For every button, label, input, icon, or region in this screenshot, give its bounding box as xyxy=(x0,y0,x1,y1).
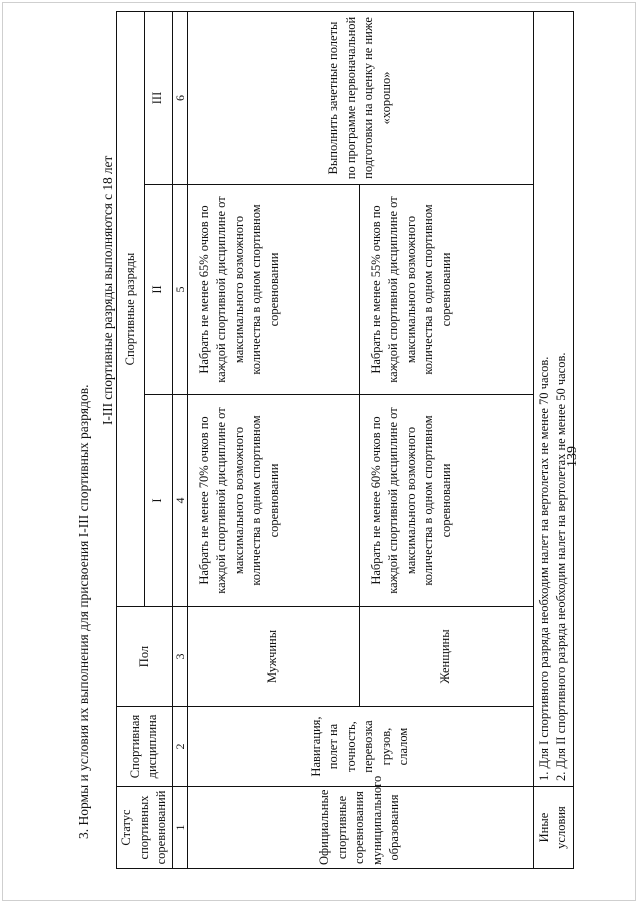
age-requirement-note: I-III спортивные разряды выполняются с 18 лет xyxy=(100,155,115,425)
condition-2: 2. Для II спортивного разряда необходим налет на вертолетах не менее 50 часов. xyxy=(554,352,568,781)
other-conditions-row xyxy=(533,12,573,869)
col-index-2: 2 xyxy=(172,707,187,787)
status-cell: Официальные спортивные соревнования муниципального образования xyxy=(187,787,533,869)
other-conditions-text xyxy=(533,12,573,787)
gender-women: Женщины xyxy=(359,607,533,707)
condition-1: 1. Для I спортивного разряда необходим налет на вертолетах не менее 70 часов. xyxy=(536,356,551,781)
other-conditions-label: Иные условия xyxy=(533,787,573,869)
rank-3-norm: Выполнить зачетные полеты по программе первоначальной подготовки на оценку не ниже «хорошо» xyxy=(187,12,533,185)
col-index-3: 3 xyxy=(172,607,187,707)
col-index-1: 1 xyxy=(172,787,187,869)
header-discipline: Спортивная дисциплина xyxy=(117,707,173,787)
col-index-5: 5 xyxy=(172,185,187,395)
col-index-6: 6 xyxy=(172,12,187,185)
header-rank-1: I xyxy=(144,395,172,607)
women-rank-2-norm: Набрать не менее 55% очков по каждой спортивной дисциплине от максимального возможного количества в одном спортивном соревновании xyxy=(359,185,533,395)
sport-ranks-table xyxy=(116,11,574,869)
discipline-cell: Навигация, полет на точность, перевозка грузов, слалом xyxy=(187,707,533,787)
header-rank-2: II xyxy=(144,185,172,395)
table-row-men xyxy=(187,12,359,869)
gender-men: Мужчины xyxy=(187,607,359,707)
header-sport-ranks: Спортивные разряды xyxy=(117,12,145,607)
men-rank-2-norm: Набрать не менее 65% очков по каждой спортивной дисциплине от максимального возможного количества в одном спортивном соревновании xyxy=(187,185,359,395)
header-gender: Пол xyxy=(117,607,173,707)
table-header-row xyxy=(117,12,145,869)
men-rank-1-norm: Набрать не менее 70% очков по каждой спортивной дисциплине от максимального возможного количества в одном спортивном соревновании xyxy=(187,395,359,607)
header-status: Статус спортивных соревнований xyxy=(117,787,173,869)
page-number: 139 xyxy=(565,446,580,467)
column-index-row xyxy=(172,12,187,869)
header-rank-3: III xyxy=(144,12,172,185)
col-index-4: 4 xyxy=(172,395,187,607)
women-rank-1-norm: Набрать не менее 60% очков по каждой спортивной дисциплине от максимального возможного количества в одном спортивном соревновании xyxy=(359,395,533,607)
section-heading: 3. Нормы и условия их выполнения для присвоения I-III спортивных разрядов. xyxy=(76,384,91,839)
